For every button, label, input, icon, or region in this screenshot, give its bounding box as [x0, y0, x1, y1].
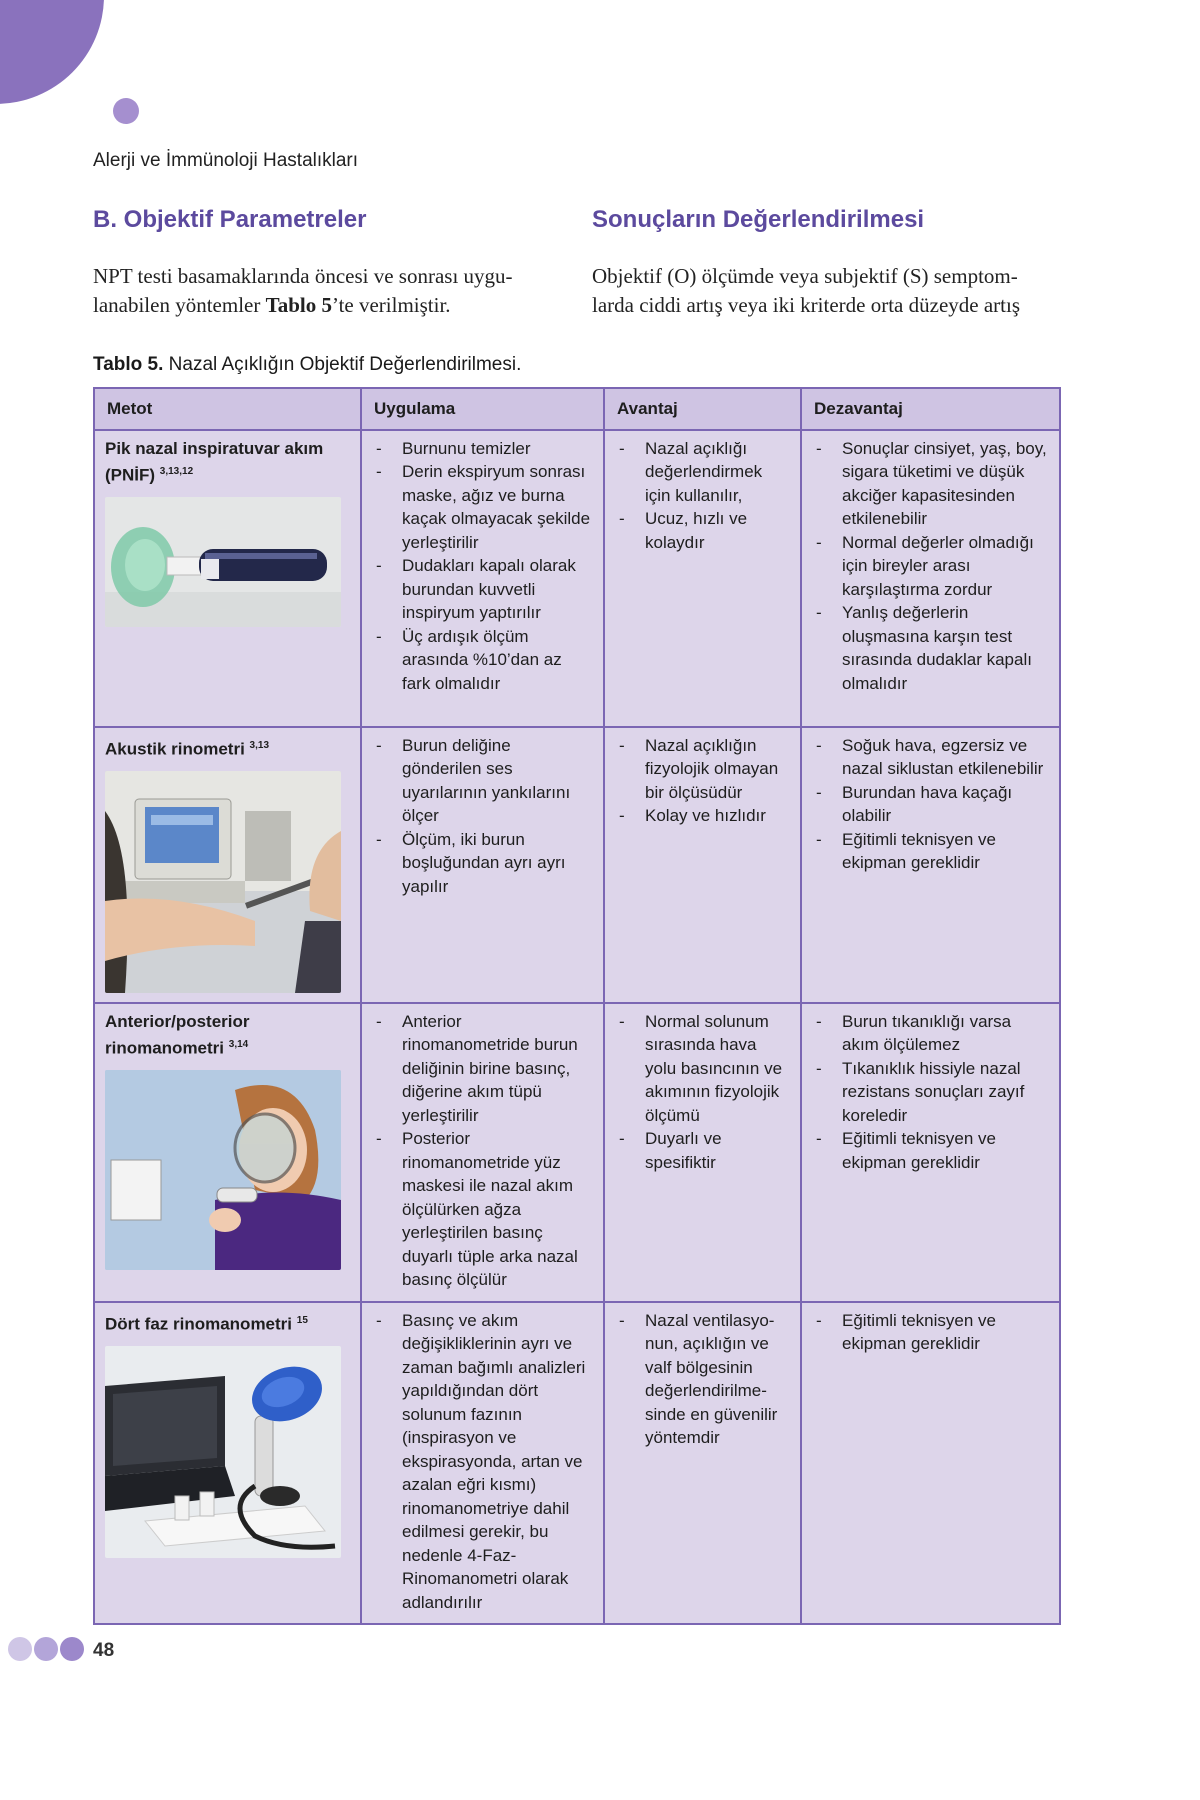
method-name: Dört faz rinomanometri $^{15}$ [105, 1314, 308, 1334]
table-caption: Tablo 5. Nazal Açıklığın Objektif Değerlendirilmesi. [93, 354, 522, 375]
list-item: - Tıkanıklık hissiyle nazal rezistans sonuçları zayıf koreledir [812, 1057, 1047, 1128]
running-head: Alerji ve İmmünoloji Hastalıkları [93, 150, 359, 171]
four-phase-rhinomanometry-photo [105, 1346, 341, 1558]
footer-dot [8, 1637, 32, 1661]
right-section-text: Objektif (O) ölçümde veya subjektif (S) semptom- larda ciddi artış veya iki kriterde orta düzeyde artış [592, 264, 1020, 317]
list-item: - Nazal açıklığın fizyolojik olmayan bir ölçüsüdür [615, 734, 788, 805]
disadvantage-cell [801, 1302, 1060, 1624]
advantage-cell [604, 430, 801, 727]
header-advantage: Avantaj [604, 388, 801, 430]
application-cell [361, 1003, 604, 1302]
application-cell [361, 727, 604, 1003]
footer-dot [60, 1637, 84, 1661]
nasal-patency-table [93, 387, 1061, 1625]
advantage-cell [604, 727, 801, 1003]
page-number: 48 [93, 1640, 115, 1661]
list-item: - Nazal ventilasyo-nun, açıklığın ve valf bölgesinin değerlendirilme-sinde en güvenilir yöntemdir [615, 1309, 788, 1450]
list-item: - Ölçüm, iki burun boşluğundan ayrı ayrı yapılır [372, 828, 591, 899]
list-item: - Eğitimli teknisyen ve ekipman gereklidir [812, 1127, 1047, 1174]
list-item: - Normal değerler olmadığı için bireyler arası karşılaştırma zordur [812, 531, 1047, 602]
table-row [94, 1003, 1060, 1302]
list-item: - Sonuçlar cinsiyet, yaş, boy, sigara tüketimi ve düşük akciğer kapasitesinden etkilenebilir [812, 437, 1047, 531]
list-item: - Posterior rinomanometride yüz maskesi ile nazal akım ölçülürken ağza yerleştirilen basınç duyarlı tüple arka nazal basınç ölçülür [372, 1127, 591, 1292]
list-item: - Burundan hava kaçağı olabilir [812, 781, 1047, 828]
method-cell [94, 1302, 361, 1624]
application-cell [361, 430, 604, 727]
disadvantage-cell [801, 727, 1060, 1003]
table-header-row [94, 388, 1060, 430]
footer-dot [34, 1637, 58, 1661]
method-cell [94, 1003, 361, 1302]
list-item: - Derin ekspiryum sonrası maske, ağız ve burna kaçak olmayacak şekilde yerleştirilir [372, 460, 591, 554]
acoustic-rhinometry-photo [105, 771, 341, 993]
table-row [94, 430, 1060, 727]
list-item: - Kolay ve hızlıdır [615, 804, 788, 828]
list-item: - Nazal açıklığı değerlendirmek için kullanılır, [615, 437, 788, 508]
disadvantage-cell [801, 430, 1060, 727]
list-item: - Burun tıkanıklığı varsa akım ölçülemez [812, 1010, 1047, 1057]
left-section-title: B. Objektif Parametreler [93, 206, 367, 233]
method-cell [94, 727, 361, 1003]
list-item: - Eğitimli teknisyen ve ekipman gereklidir [812, 828, 1047, 875]
header-disadvantage: Dezavantaj [801, 388, 1060, 430]
method-cell [94, 430, 361, 727]
application-cell [361, 1302, 604, 1624]
advantage-cell [604, 1003, 801, 1302]
list-item: - Soğuk hava, egzersiz ve nazal siklustan etkilenebilir [812, 734, 1047, 781]
table-row [94, 727, 1060, 1003]
corner-decoration-circle [0, 0, 104, 104]
table-row [94, 1302, 1060, 1624]
list-item: - Duyarlı ve spesifiktir [615, 1127, 788, 1174]
method-name: Pik nazal inspiratuvar akım (PNİF) $^{3,13,12}$ [105, 438, 324, 485]
list-item: - Basınç ve akım değişikliklerinin ayrı ve zaman bağımlı analizleri yapıldığından dört solunum fazının (inspirasyon ve ekspirasyonda, artan ve azalan eğri kısmı) rinomanometriye dahil edilmesi gerekir, bu nedenle 4-Faz-Rinomanometri olarak adlandırılır [372, 1309, 591, 1615]
header-application: Uygulama [361, 388, 604, 430]
list-item: - Burnunu temizler [372, 437, 591, 461]
list-item: - Eğitimli teknisyen ve ekipman gereklidir [812, 1309, 1047, 1356]
disadvantage-cell [801, 1003, 1060, 1302]
small-decoration-dot [113, 98, 139, 124]
left-section-text: NPT testi basamaklarında öncesi ve sonrası uygu- lanabilen yöntemler Tablo 5’te verilmiştir. [93, 264, 513, 317]
list-item: - Anterior rinomanometride burun deliğinin birine basınç, diğerine akım tüpü yerleştirilir [372, 1010, 591, 1128]
list-item: - Yanlış değerlerin oluşmasına karşın test sırasında dudaklar kapalı olmalıdır [812, 601, 1047, 695]
list-item: - Üç ardışık ölçüm arasında %10’dan az fark olmalıdır [372, 625, 591, 696]
list-item: - Dudakları kapalı olarak burundan kuvvetli inspiryum yaptırılır [372, 554, 591, 625]
rhinomanometry-mask-photo [105, 1070, 341, 1270]
method-name: Anterior/posterior rinomanometri $^{3,14}$ [105, 1011, 250, 1058]
table-reference: Tablo 5 [265, 293, 332, 317]
advantage-cell [604, 1302, 801, 1624]
pnif-device-photo [105, 497, 341, 627]
list-item: - Burun deliğine gönderilen ses uyarılarının yankılarını ölçer [372, 734, 591, 828]
list-item: - Normal solunum sırasında hava yolu basıncının ve akımının fizyolojik ölçümü [615, 1010, 788, 1128]
right-section-title: Sonuçların Değerlendirilmesi [592, 206, 925, 233]
list-item: - Ucuz, hızlı ve kolaydır [615, 507, 788, 554]
method-name: Akustik rinometri $^{3,13}$ [105, 739, 270, 759]
header-method: Metot [94, 388, 361, 430]
